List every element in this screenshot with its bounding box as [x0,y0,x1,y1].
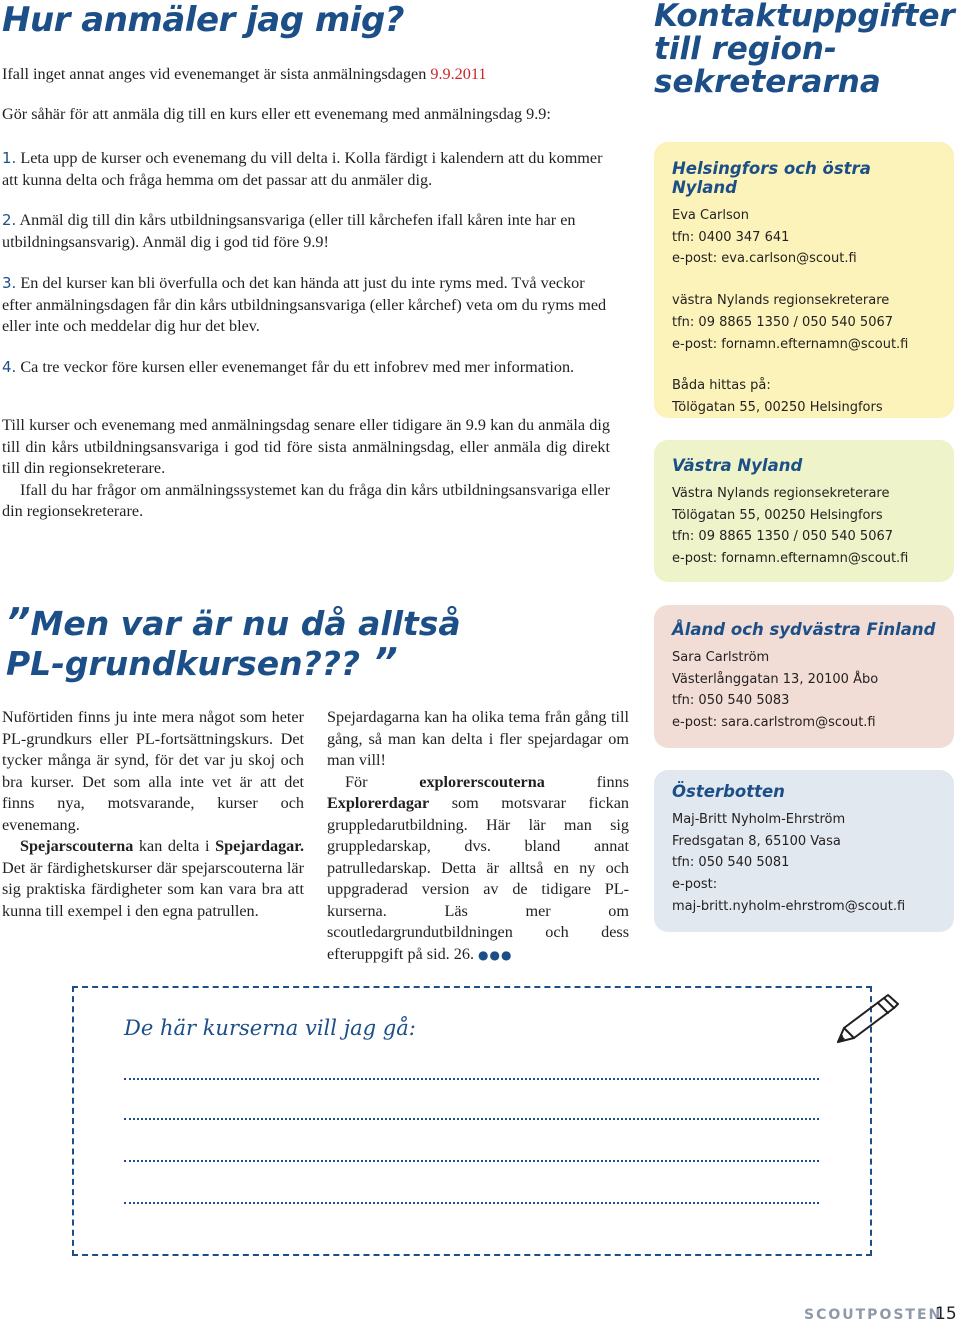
contact-email: e-post: fornamn.efternamn@scout.fi [672,551,909,567]
article-paragraph: För explorerscouterna finns Explorerdagar som motsvarar fickan gruppledarutbildning. Här lär man sig gruppledarskap, dvs. bland annat patrulledarskap. Detta är alltså en ny och uppgraderad version av de tidigare PL-kurserna. Läs mer om scoutledargrundutbildningen och dess efteruppgift på sid. 26. ●●● [327,772,629,963]
end-marker-icon: ●●● [478,947,513,962]
deadline-date: 9.9.2011 [430,65,487,83]
contact-phone: tfn: 09 8865 1350 / 050 540 5067 [672,314,894,330]
article-paragraph: Nuförtiden finns ju inte mera något som heter PL-grundkurs eller PL-fortsättningskurs. Det tycker många är synd, för det var ju skoj och bra kurser. Det som alla inte vet är att det finns nya, motsvarande, kurser och evenemang. [2,708,304,834]
write-line[interactable] [124,1160,819,1162]
article-column-right [327,707,629,966]
contact-email: e-post: fornamn.efternamn@scout.fi [672,336,909,352]
region-title: Åland och sydvästra Finland [672,620,936,639]
write-line[interactable] [124,1202,819,1204]
region-title: Österbotten [672,782,785,801]
intro-deadline [2,64,486,86]
step-number: 2. [2,211,17,229]
contact-name: västra Nylands regionsekreterare [672,293,890,309]
contact-box-osterbotten [654,770,954,932]
quote-heading [6,600,461,684]
late-registration-text [2,415,610,523]
contact-phone: tfn: 050 540 5083 [672,693,790,709]
step-text: Ca tre veckor före kursen eller evenemanget får du ett infobrev med mer information. [20,358,575,376]
page-number: 15 [935,1304,957,1324]
contact-address: Fredsgatan 8, 65100 Vasa [672,833,841,849]
quote-heading-line-2: PL-grundkursen??? ” [6,640,398,684]
contact-phone: tfn: 050 540 5081 [672,855,790,871]
contact-email: maj-britt.nyholm-ehrstrom@scout.fi [672,898,906,914]
contact-email: e-post: sara.carlstrom@scout.fi [672,715,876,731]
intro-instructions: Gör såhär för att anmäla dig till en kurs eller ett evenemang med anmälningsdag 9.9: [2,105,551,123]
contact-name: Västra Nylands regionsekreterare [672,486,890,501]
contact-name: Maj-Britt Nyholm-Ehrström [672,812,846,827]
contact-box-vastra-nyland [654,440,954,582]
step-text: Anmäl dig till din kårs utbildningsansvariga (eller till kårchefen ifall kåren inte har en utbildningsansvarig). Anmäl dig i god tid före 9.9! [2,211,576,251]
location-label: Båda hittas på: [672,378,771,394]
step-text: En del kurser kan bli överfulla och det kan hända att just du inte ryms med. Två veckor efter anmälningsdagen får din kårs utbildningsansvariga (eller kårchef) veta om du ryms med eller inte och meddelar dig hur det blev. [2,274,607,335]
contact-section-title: Kontaktuppgifter till region- sekreterarna [654,0,955,100]
region-title: Helsingfors och östra Nyland [672,159,871,197]
write-line[interactable] [124,1078,819,1080]
article-column-left [2,707,304,922]
step-1 [2,148,610,191]
contact-address: Tölögatan 55, 00250 Helsingfors [672,507,883,523]
step-text: Leta upp de kurser och evenemang du vill delta i. Kolla färdigt i kalendern att du kommer att kunna delta och fråga hemma om det passar att du anmäler dig. [2,149,603,189]
region-title: Västra Nyland [672,456,803,475]
form-title: De här kurserna vill jag gå: [124,1016,416,1040]
page-title: Hur anmäler jag mig? [2,0,405,40]
step-4 [2,357,610,379]
contact-name: Eva Carlson [672,208,749,223]
contact-address: Västerlånggatan 13, 20100 Åbo [672,671,879,687]
open-quote-mark: ” [6,600,31,644]
magazine-brand: SCOUTPOSTEN [804,1307,943,1323]
contact-address: Tölögatan 55, 00250 Helsingfors [672,399,883,415]
intro-deadline-text: Ifall inget annat anges vid evenemanget är sista anmälningsdagen [2,65,431,83]
article-paragraph: Spejarscouterna kan delta i Spejardagar. Det är färdighetskurser där spejarscouterna lär sig praktiska färdigheter som kan vara bra att kunna till exempel i den egna patrullen. [2,837,304,920]
contact-box-helsingfors [654,142,954,418]
pen-icon [832,992,902,1052]
step-3 [2,273,610,338]
course-wishlist-form [72,986,872,1256]
step-number: 3. [2,274,17,292]
contact-name: Sara Carlström [672,650,770,665]
quote-heading-line-1: ”Men var är nu då alltså [6,600,461,644]
contact-phone: tfn: 09 8865 1350 / 050 540 5067 [672,529,894,545]
late-paragraph-2: Ifall du har frågor om anmälningssystemet kan du fråga din kårs utbildningsansvariga eller din regionsekreterare. [2,480,610,520]
step-number: 4. [2,358,17,376]
step-2 [2,210,610,253]
contact-box-aland [654,605,954,748]
article-paragraph: Spejardagarna kan ha olika tema från gång till gång, så man kan delta i fler spejardagar om man vill! [327,708,629,769]
contact-email-label: e-post: [672,877,718,893]
write-line[interactable] [124,1118,819,1120]
close-quote-mark: ” [360,640,398,684]
step-number: 1. [2,149,17,167]
contact-phone: tfn: 0400 347 641 [672,229,790,245]
contact-email: e-post: eva.carlson@scout.fi [672,251,857,267]
late-paragraph-1: Till kurser och evenemang med anmälningsdag senare eller tidigare än 9.9 kan du anmäla dig till din kårs utbildningsansvariga i god tid före sista anmälningsdag, eller anmäla dig direkt till din regionsekreterare. [2,416,610,477]
